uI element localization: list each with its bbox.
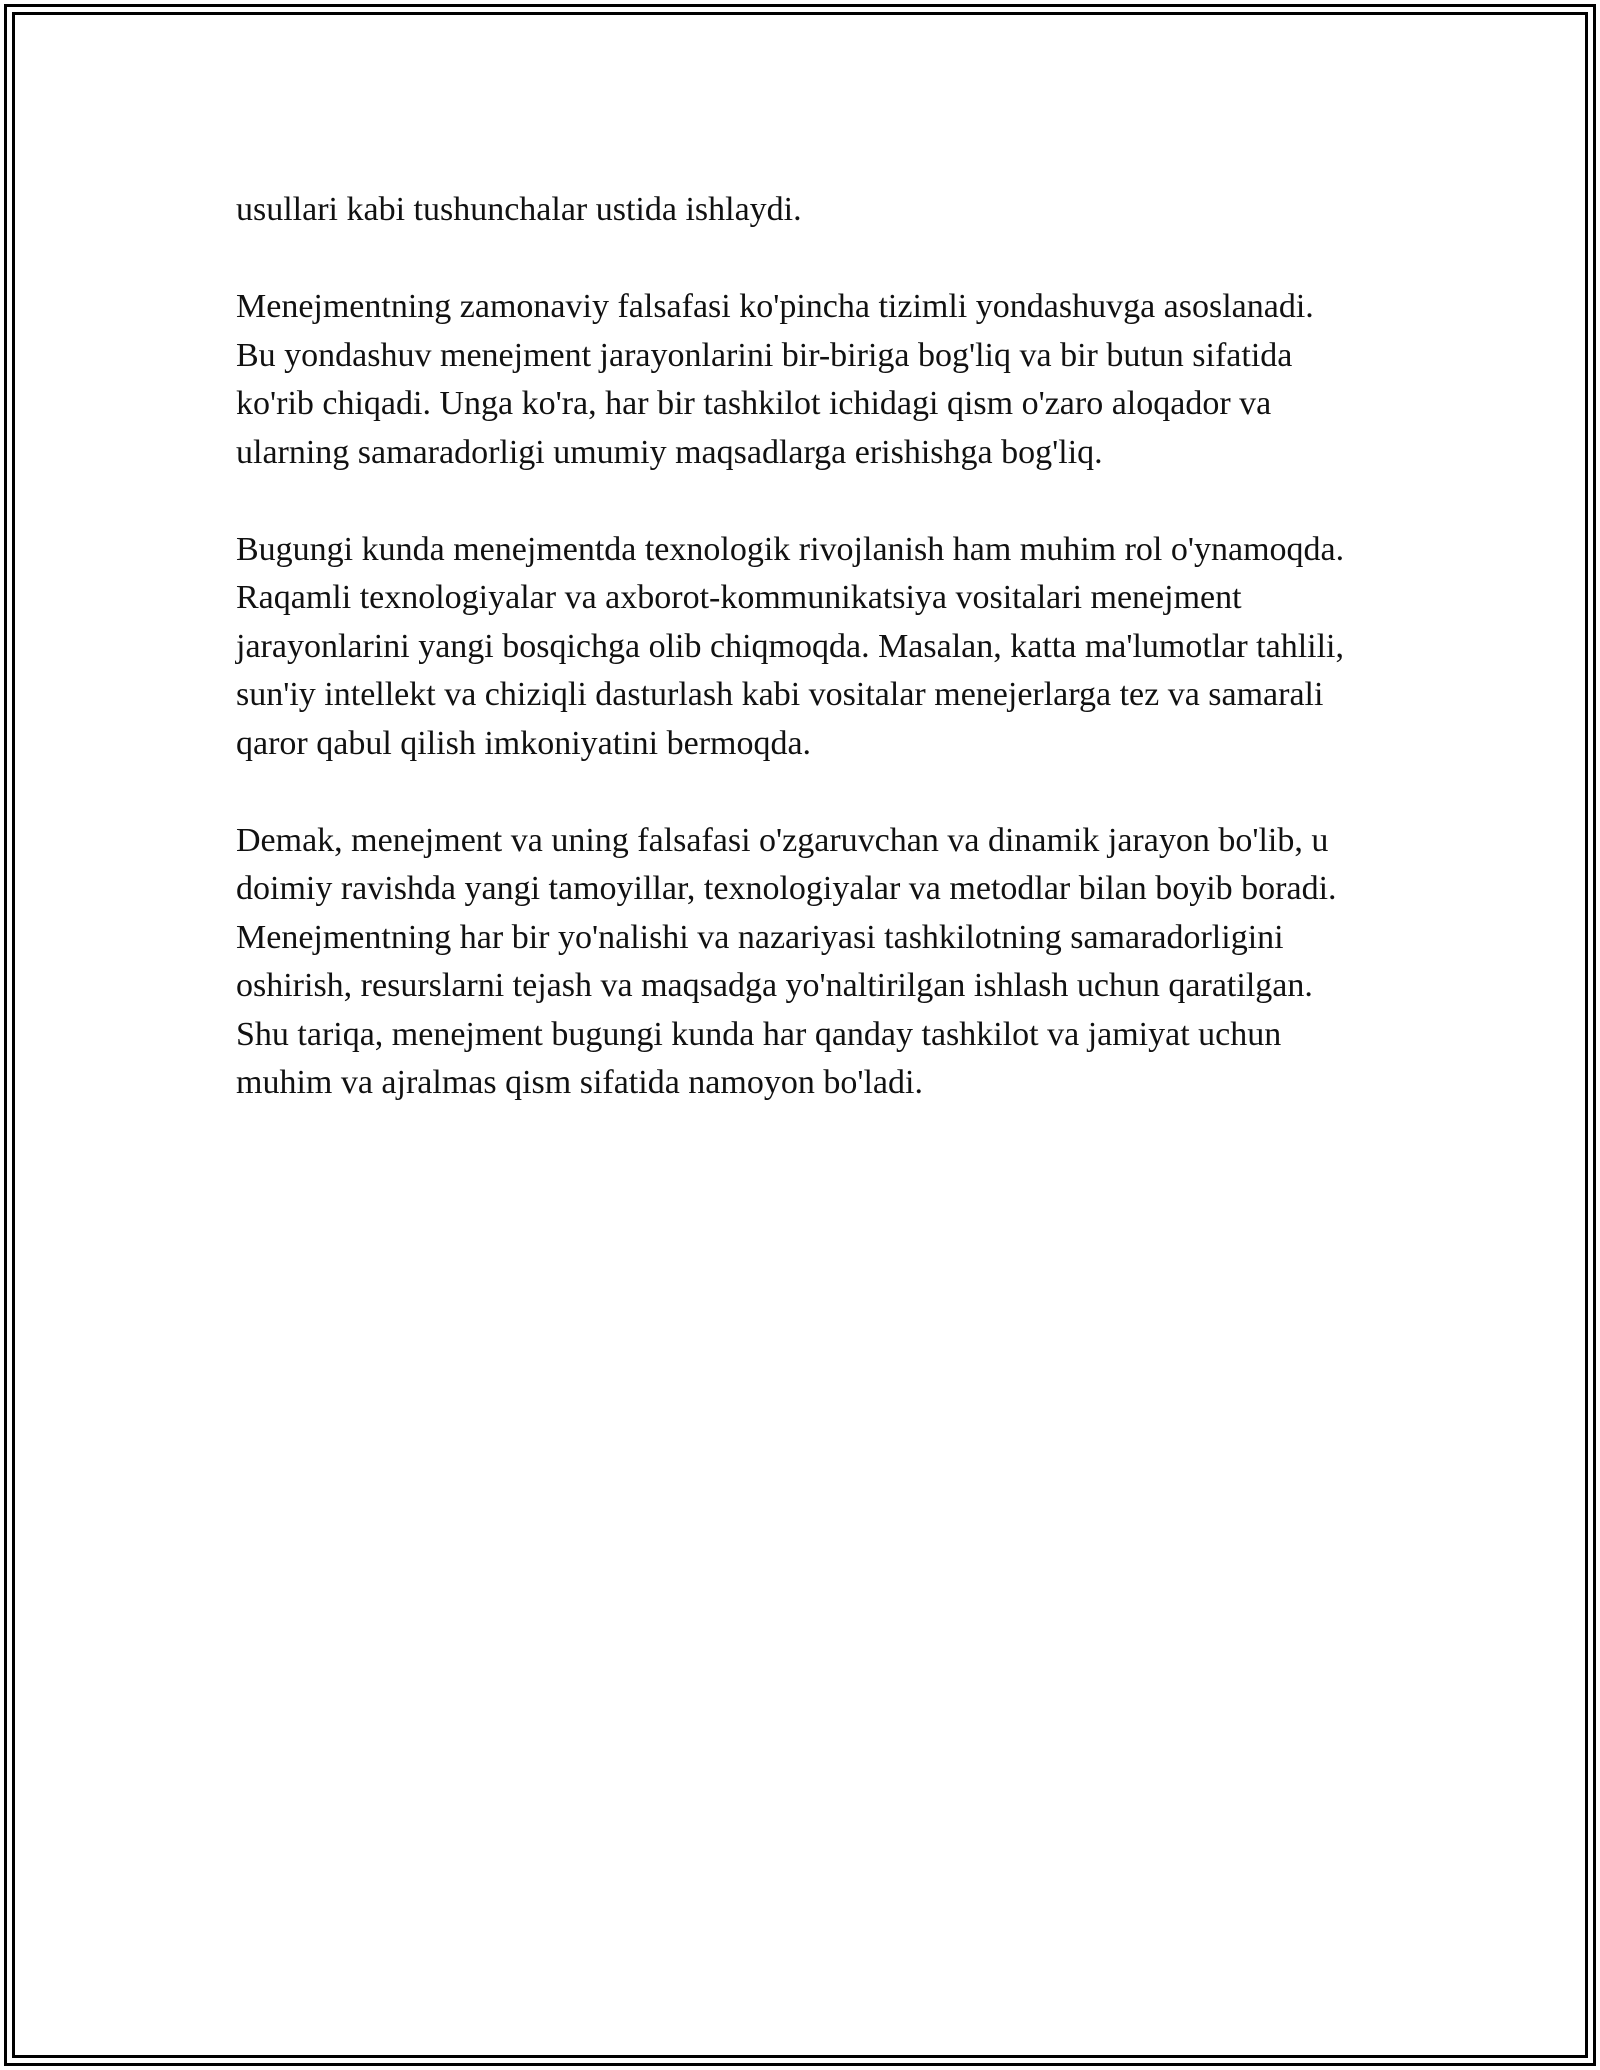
paragraph-technology: Bugungi kunda menejmentda texnologik rivojlanish ham muhim rol o'ynamoqda. Raqamli texnologiyalar va axborot-kommunikatsiya vositalari menejment jarayonlarini yangi bosqichga olib chiqmoqda. Masalan, katta ma'lumotlar tahlili, sun'iy intellekt va chiziqli dasturlash kabi vositalar menejerlarga tez va samarali qaror qabul qilish imkoniyatini bermoqda. <box>236 530 1345 762</box>
document-body <box>236 186 1356 1156</box>
paragraph-systems-approach: Menejmentning zamonaviy falsafasi ko'pincha tizimli yondashuvga asoslanadi. Bu yondashuv menejment jarayonlarini bir-biriga bog'liq va bir butun sifatida ko'rib chiqadi. Unga ko'ra, har bir tashkilot ichidagi qism o'zaro aloqador va ularning samaradorligi umumiy maqsadlarga erishishga bog'liq. <box>236 288 1314 471</box>
paragraph-continuation: usullari kabi tushunchalar ustida ishlaydi. <box>236 191 802 228</box>
paragraph-conclusion: Demak, menejment va uning falsafasi o'zgaruvchan va dinamik jarayon bo'lib, u doimiy ravishda yangi tamoyillar, texnologiyalar va metodlar bilan boyib boradi. Menejmentning har bir yo'nalishi va nazariyasi tashkilotning samaradorligini oshirish, resurslarni tejash va maqsadga yo'naltirilgan ishlash uchun qaratilgan. Shu tariqa, menejment bugungi kunda har qanday tashkilot va jamiyat uchun muhim va ajralmas qism sifatida namoyon bo'ladi. <box>236 821 1337 1101</box>
